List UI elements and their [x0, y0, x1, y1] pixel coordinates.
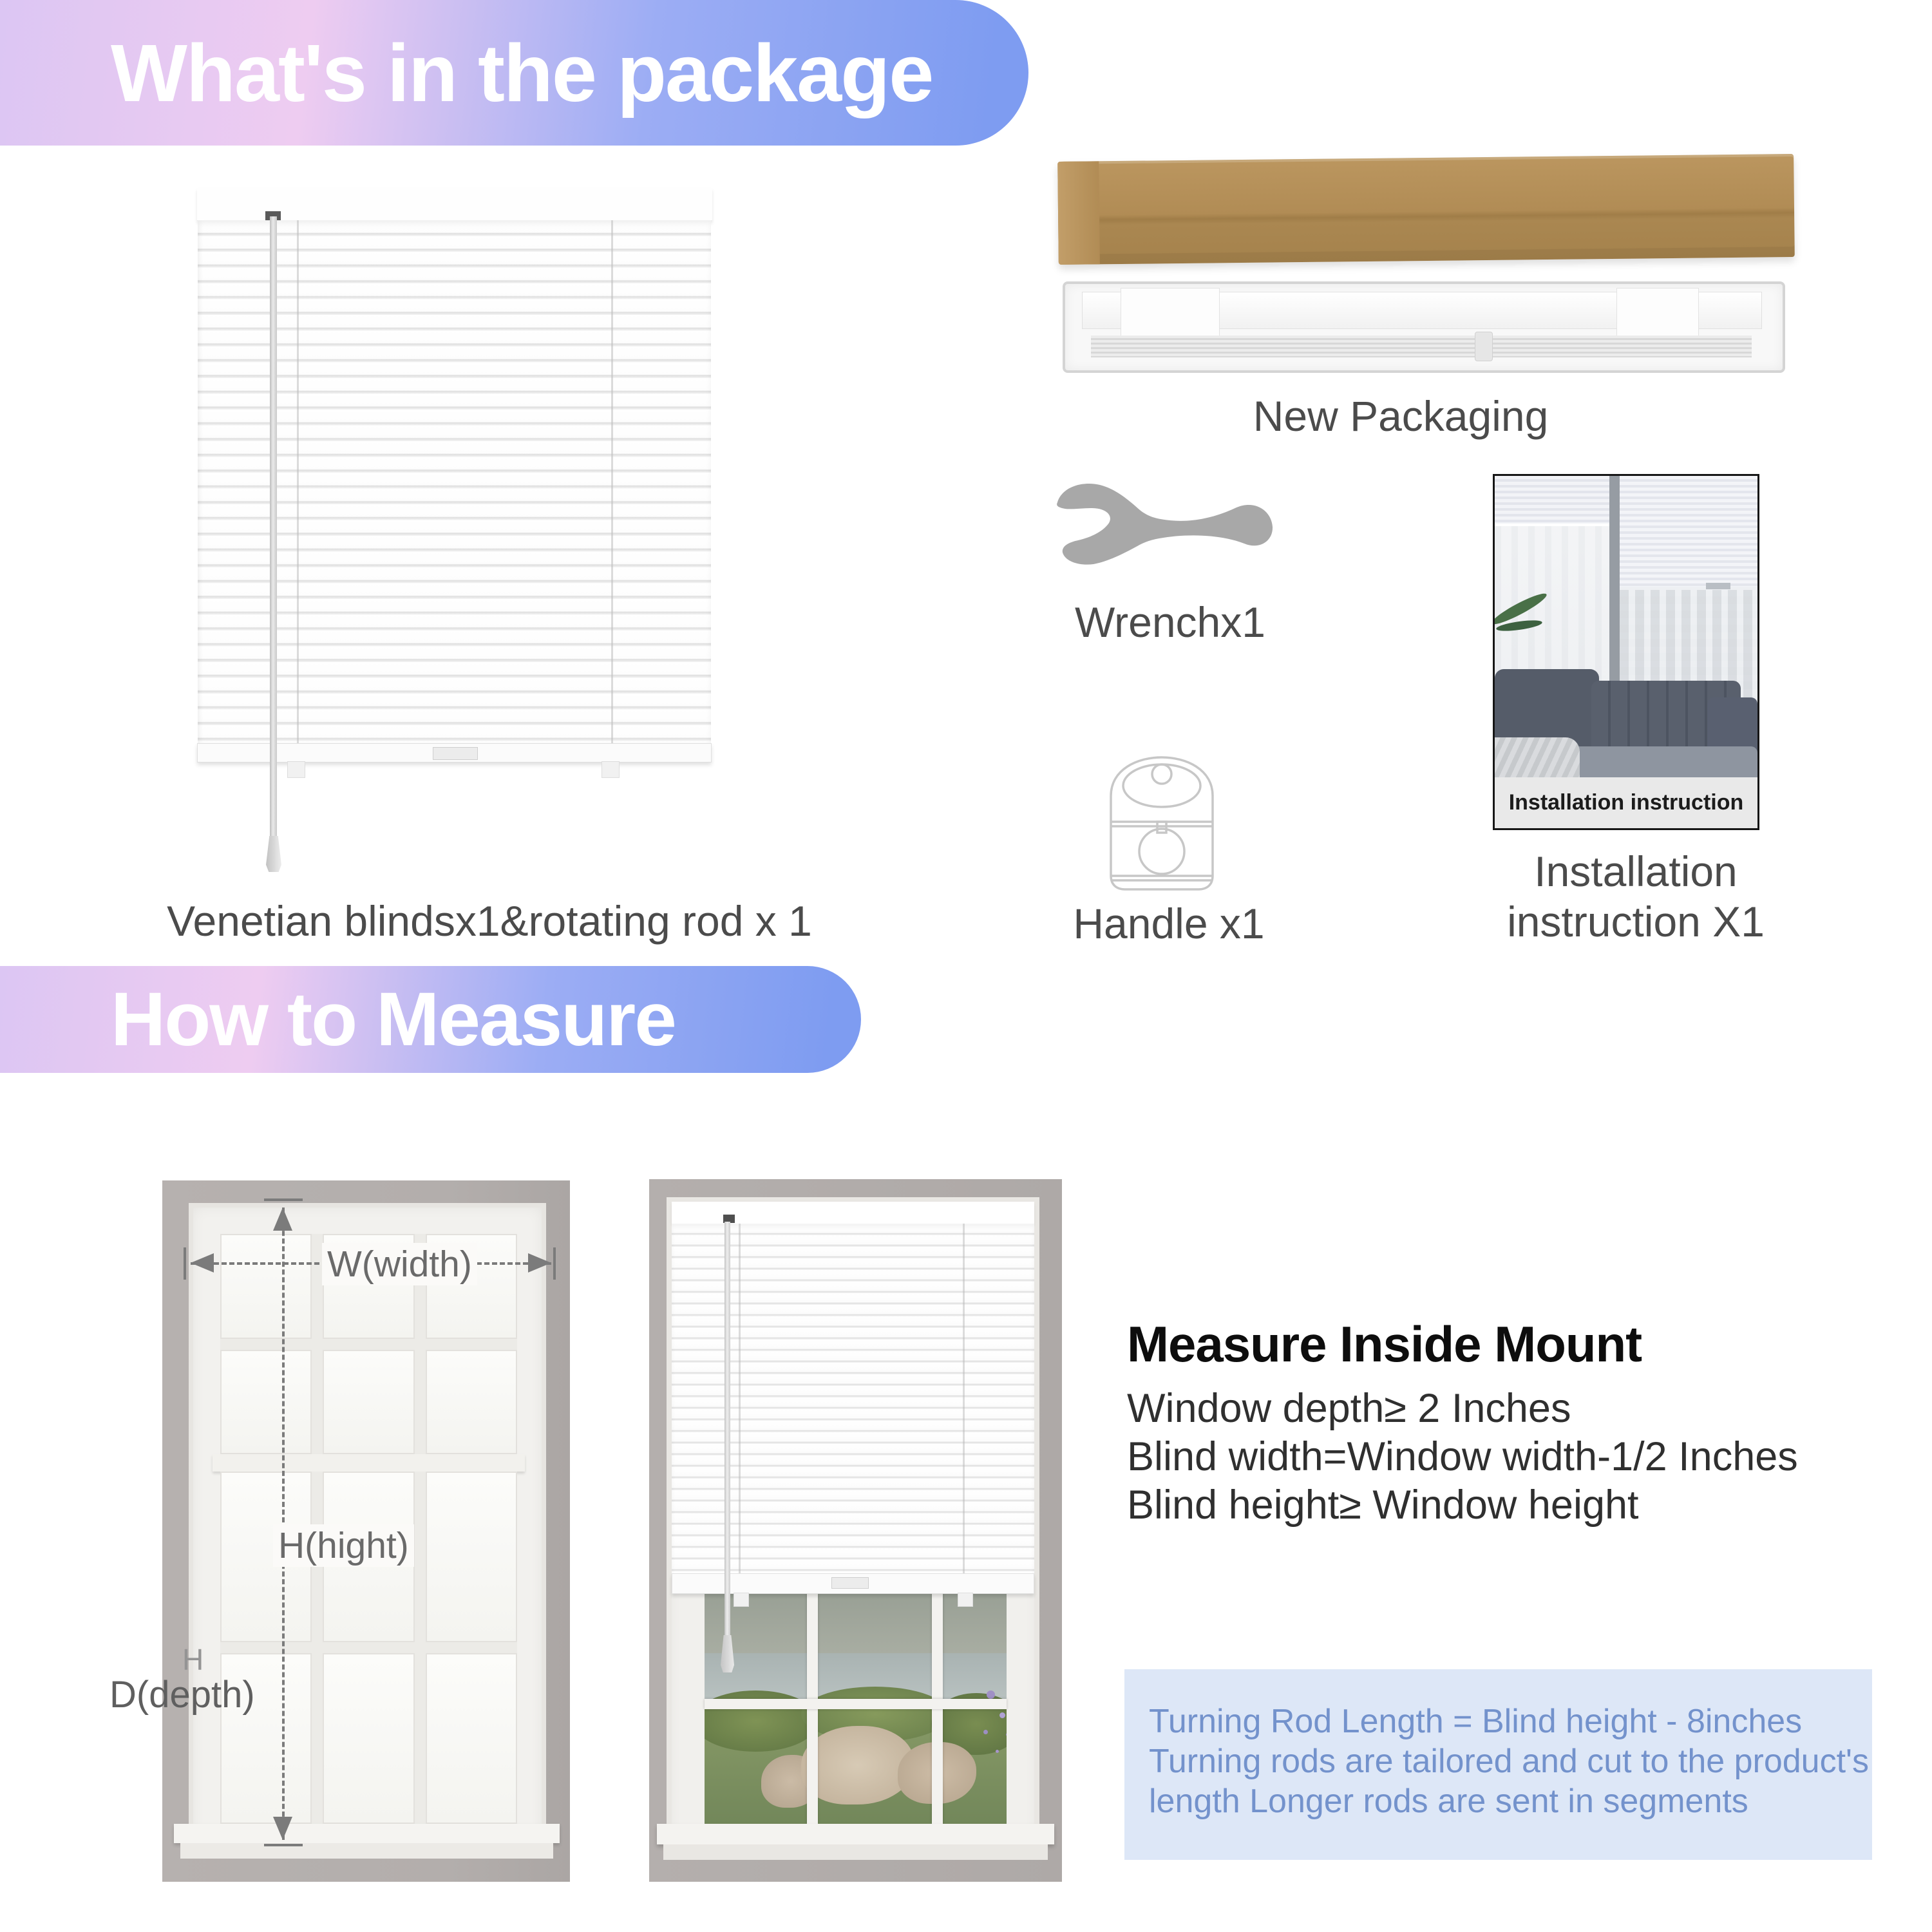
packaging-caption: New Packaging — [1253, 392, 1549, 440]
note-line-1: Turning Rod Length = Blind height - 8inches — [1149, 1703, 1803, 1740]
photo-shade-handle — [1706, 583, 1730, 589]
mounted-blind-window-image — [649, 1179, 1062, 1882]
measure-rule-width: Blind width=Window width-1/2 Inches — [1127, 1434, 1798, 1479]
blind-ladder-cord — [611, 220, 613, 743]
height-label: H(hight) — [273, 1524, 414, 1567]
window-pane — [426, 1653, 517, 1824]
photo-cellular-shade-left — [1495, 476, 1609, 526]
package-section-banner — [0, 0, 1028, 146]
blind-bottom-clip — [433, 747, 478, 760]
photo-label-band: Installation instruction — [1495, 777, 1757, 828]
window-sill — [174, 1824, 560, 1843]
packed-slat-stack — [1091, 336, 1752, 357]
wrench-icon-svg — [1043, 477, 1278, 572]
handle-caption: Handle x1 — [1073, 900, 1265, 947]
window-meeting-rail — [213, 1454, 525, 1472]
view-flowers — [987, 1690, 995, 1699]
handle-icon — [1098, 750, 1226, 895]
blind-ladder-cord — [739, 1224, 741, 1573]
measure-window-image — [162, 1180, 570, 1882]
blind-tilt-wand — [270, 216, 277, 836]
window-pane — [323, 1350, 414, 1455]
blind-tape-end — [287, 761, 305, 778]
width-label: W(width) — [322, 1243, 477, 1285]
blinds-caption: Venetian blindsx1&rotating rod x 1 — [167, 897, 812, 945]
instruction-caption — [1378, 846, 1893, 947]
wrench-caption: Wrenchx1 — [1075, 598, 1265, 646]
measure-tick — [184, 1247, 186, 1280]
photo-blanket — [1495, 737, 1580, 780]
turning-rod-note-box — [1124, 1669, 1872, 1860]
window-pane — [323, 1653, 414, 1824]
measure-section-banner — [0, 966, 861, 1073]
measure-rule-depth: Window depth≥ 2 Inches — [1127, 1386, 1571, 1431]
measure-banner-title: How to Measure — [111, 977, 676, 1062]
depth-label: D(depth) — [109, 1674, 255, 1716]
measure-rules — [1127, 1385, 1798, 1530]
view-rock — [801, 1726, 914, 1804]
measure-tick — [264, 1198, 303, 1201]
packed-cord — [1475, 332, 1493, 361]
note-line-3: length Longer rods are sent in segments — [1149, 1783, 1748, 1820]
window-sill-lower — [180, 1843, 553, 1859]
wrench-icon — [1043, 477, 1278, 572]
arrow-right-icon — [528, 1253, 551, 1273]
packed-cord-lock — [1121, 288, 1220, 341]
note-line-2: Turning rods are tailored and cut to the product's — [1149, 1743, 1869, 1780]
blind-tape-end — [958, 1593, 973, 1607]
venetian-blind-product-image — [197, 188, 712, 877]
window-pane — [220, 1234, 312, 1339]
height-measure-line — [282, 1208, 285, 1840]
blind-tape-end — [734, 1593, 749, 1607]
installation-instruction-photo — [1493, 474, 1759, 830]
window-mullion — [705, 1699, 1007, 1709]
window-pane — [220, 1350, 312, 1455]
blind-ladder-cord — [963, 1224, 965, 1573]
arrow-down-icon — [273, 1817, 292, 1840]
kraft-box-flap — [1057, 161, 1100, 265]
measure-heading: Measure Inside Mount — [1127, 1316, 1642, 1372]
blind-tilt-wand — [724, 1222, 730, 1635]
window-sill-lower — [663, 1844, 1048, 1860]
arrow-left-icon — [191, 1253, 214, 1273]
instruction-caption-line1: Installation — [1534, 848, 1738, 895]
measure-rule-height: Blind height≥ Window height — [1127, 1482, 1639, 1528]
window-pane — [426, 1350, 517, 1455]
measure-tick — [264, 1844, 303, 1846]
window-pane — [426, 1472, 517, 1642]
photo-city-view-left — [1495, 526, 1609, 681]
window-sill — [657, 1824, 1054, 1844]
blind-ladder-cord — [297, 220, 299, 743]
blind-tape-end — [601, 761, 620, 778]
package-banner-title: What's in the package — [111, 27, 933, 118]
clear-packaging-tray — [1063, 281, 1785, 373]
photo-cellular-shade-right — [1620, 476, 1757, 590]
arrow-up-icon — [273, 1208, 292, 1231]
kraft-shipping-box — [1057, 154, 1795, 265]
blind-bottom-clip — [831, 1577, 869, 1589]
instruction-caption-line2: instruction X1 — [1507, 898, 1765, 945]
packed-end-cap — [1616, 288, 1699, 341]
handle-icon-svg — [1098, 750, 1226, 895]
blind-tilt-wand-tip — [266, 836, 281, 872]
measure-tick — [553, 1247, 556, 1280]
turning-rod-note-text — [1149, 1701, 1869, 1821]
stray-h-mark: H — [182, 1643, 204, 1676]
